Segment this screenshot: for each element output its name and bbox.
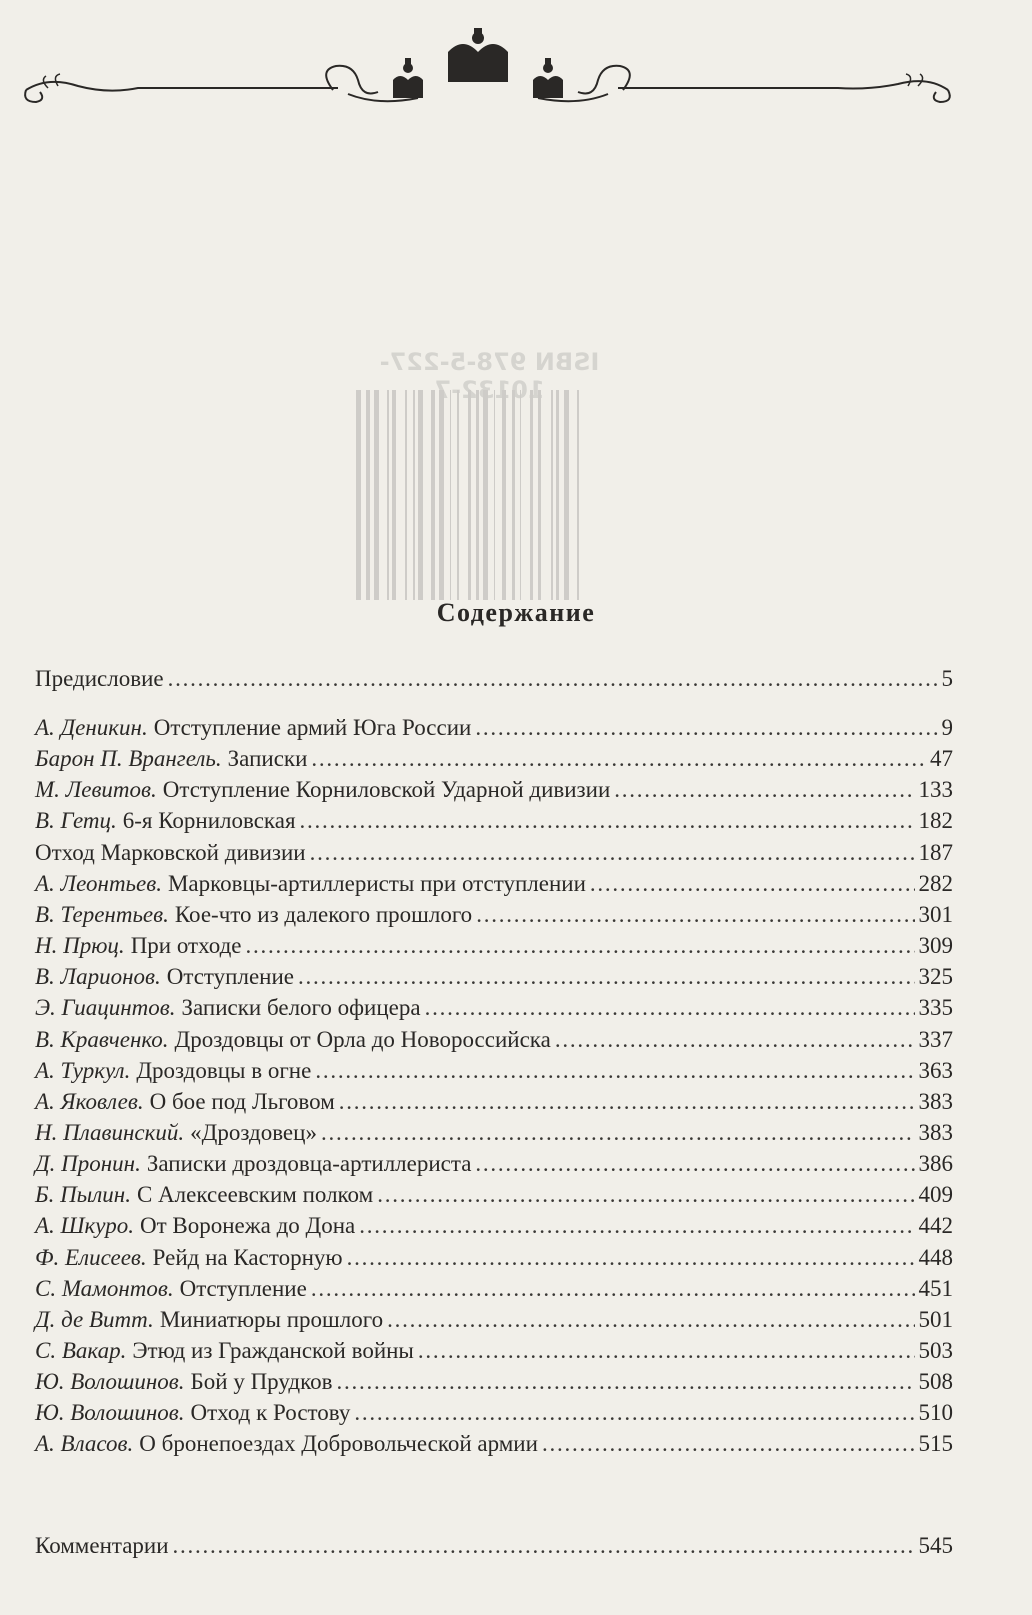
toc-entry-author: Д. Пронин.	[35, 1151, 141, 1177]
toc-entry	[35, 1336, 953, 1366]
dot-leader	[359, 1211, 914, 1241]
toc-entry	[35, 1305, 953, 1335]
toc-entry-author: В. Гетц.	[35, 808, 117, 834]
toc-entry-page: 508	[918, 1369, 953, 1395]
toc-entry-page: 337	[918, 1026, 953, 1052]
toc-entry-author: С. Мамонтов.	[35, 1275, 174, 1301]
toc-entry-page: 9	[941, 715, 953, 740]
dot-leader	[337, 1367, 915, 1397]
toc-entry-title: Миниатюры прошлого	[159, 1306, 384, 1332]
toc-entry	[35, 1025, 953, 1055]
toc-entry-page: 442	[918, 1213, 953, 1239]
toc-entry-page: 515	[918, 1431, 953, 1457]
toc-entry-title: «Дроздовец»	[190, 1119, 317, 1145]
toc-entry-page: 383	[918, 1088, 953, 1114]
toc-entry-author: А. Туркул.	[35, 1057, 131, 1083]
toc-entry	[35, 931, 953, 961]
toc-entry-page: 545	[918, 1533, 953, 1558]
toc-entry	[35, 1429, 953, 1459]
ghost-isbn-text: ISBN 978-5-227-10132-7	[379, 348, 600, 404]
toc-entry-author: М. Левитов.	[35, 777, 157, 803]
toc-entry-title: От Воронежа до Дона	[139, 1213, 356, 1239]
dot-leader	[475, 1149, 914, 1179]
dot-leader	[315, 1056, 914, 1086]
dot-leader	[425, 993, 915, 1023]
toc-entry-author: В. Терентьев.	[35, 901, 169, 927]
toc-entry-page: 386	[918, 1151, 953, 1177]
toc-entry-title: О бронепоездах Добровольческой армии	[139, 1431, 538, 1457]
toc-entry-title: Комментарии	[35, 1533, 169, 1558]
toc-entry	[35, 1087, 953, 1117]
toc-entry	[35, 806, 953, 836]
toc-entry-title: При отходе	[130, 933, 242, 959]
toc-entry-title: Отход Марковской дивизии	[35, 839, 306, 865]
dot-leader	[555, 1025, 915, 1055]
dot-leader	[168, 664, 938, 694]
toc-entry-title: Записки	[227, 746, 308, 772]
toc-entry-title: Записки белого офицера	[181, 995, 421, 1021]
dot-leader	[339, 1087, 915, 1117]
toc-entry-title: Этюд из Гражданской войны	[132, 1338, 414, 1363]
show-through-barcode	[352, 348, 627, 618]
toc-entry-page: 363	[918, 1057, 953, 1083]
toc-entry-author: Ю. Волошинов.	[35, 1400, 185, 1426]
toc-entry-author: А. Деникин.	[35, 715, 148, 740]
toc-entry-author: А. Леонтьев.	[35, 870, 162, 896]
toc-entry-comments	[35, 1531, 953, 1561]
toc-entry-page: 510	[918, 1400, 953, 1426]
toc-entry-page: 503	[918, 1338, 953, 1363]
toc-entry	[35, 1367, 953, 1397]
toc-entry-author: В. Кравченко.	[35, 1026, 169, 1052]
toc-entry	[35, 900, 953, 930]
dot-leader	[300, 806, 915, 836]
toc-entry	[35, 1398, 953, 1428]
toc-entry-title: Отступление Корниловской Ударной дивизии	[162, 777, 611, 803]
toc-entry	[35, 713, 953, 743]
toc-entry-author: Б. Пылин.	[35, 1182, 131, 1208]
toc-entry-title: Кое-что из далекого прошлого	[174, 901, 473, 927]
toc-entry	[35, 1243, 953, 1273]
dot-leader	[321, 1118, 915, 1148]
toc-entry	[35, 993, 953, 1023]
dot-leader	[347, 1243, 915, 1273]
dot-leader	[311, 1274, 915, 1304]
toc-entry-title: Дроздовцы в огне	[136, 1057, 312, 1083]
toc-entry-author: В. Ларионов.	[35, 964, 161, 990]
dot-leader	[476, 900, 914, 930]
dot-leader	[387, 1305, 914, 1335]
dot-leader	[298, 962, 915, 992]
toc-entry-title: Записки дроздовца-артиллериста	[146, 1151, 472, 1177]
toc-entry-page: 383	[918, 1119, 953, 1145]
barcode-icon	[352, 390, 627, 600]
toc-entry-title: 6-я Корниловская	[122, 808, 296, 834]
toc-entry-page: 187	[918, 839, 953, 865]
dot-leader	[542, 1429, 915, 1459]
dot-leader	[614, 775, 914, 805]
toc-entry	[35, 744, 953, 774]
toc-entry-author: Барон П. Врангель.	[35, 746, 222, 772]
toc-entry-page: 409	[918, 1182, 953, 1208]
toc-entry	[35, 962, 953, 992]
toc-entry-title: Дроздовцы от Орла до Новороссийска	[174, 1026, 551, 1052]
toc-entry-page: 47	[930, 746, 953, 772]
toc-entry	[35, 1180, 953, 1210]
toc-entry-title: Марковцы-артиллеристы при отступлении	[167, 870, 586, 896]
toc-entry-page: 282	[918, 870, 953, 896]
toc-entry-title: Отступление	[166, 964, 294, 990]
toc-entry-page: 451	[918, 1275, 953, 1301]
toc-entry-author: Ф. Елисеев.	[35, 1244, 147, 1270]
toc-entry	[35, 1211, 953, 1241]
toc-entry-title: С Алексеевским полком	[136, 1182, 374, 1208]
toc-entry	[35, 1056, 953, 1086]
toc-entry-title: Отход к Ростову	[190, 1400, 351, 1426]
dot-leader	[245, 931, 914, 961]
toc-entry-author: А. Шкуро.	[35, 1213, 134, 1239]
toc-entry-page: 182	[918, 808, 953, 834]
toc-entry-page: 501	[918, 1306, 953, 1332]
toc-entry-author: С. Вакар.	[35, 1338, 127, 1363]
dot-leader	[475, 713, 937, 743]
toc-entry-title: Бой у Прудков	[190, 1369, 333, 1395]
toc-entry-preface	[35, 664, 953, 694]
toc-entry-page: 133	[918, 777, 953, 803]
toc-entry-page: 448	[918, 1244, 953, 1270]
dot-leader	[590, 869, 915, 899]
toc-entry-page: 335	[918, 995, 953, 1021]
toc-entry-title: Рейд на Касторную	[152, 1244, 343, 1270]
toc-entry	[35, 775, 953, 805]
dot-leader	[173, 1531, 915, 1561]
crown-ornament-icon	[18, 28, 963, 118]
toc-entry-title: Отступление армий Юга России	[153, 715, 472, 740]
dot-leader	[418, 1336, 915, 1366]
toc-entry-title: Предисловие	[35, 666, 164, 691]
toc-entry-author: Ю. Волошинов.	[35, 1369, 185, 1395]
toc-entry-author: А. Власов.	[35, 1431, 134, 1457]
toc-entry-page: 301	[918, 901, 953, 927]
toc-entry-author: Н. Прюц.	[35, 933, 125, 959]
toc-entry-author: Э. Гиацинтов.	[35, 995, 176, 1021]
toc-entry-author: Д. де Витт.	[35, 1306, 154, 1332]
dot-leader	[354, 1398, 914, 1428]
dot-leader	[377, 1180, 914, 1210]
toc-entry	[35, 1149, 953, 1179]
dot-leader	[311, 744, 926, 774]
dot-leader	[310, 838, 915, 868]
toc-entry	[35, 1274, 953, 1304]
toc-entry-author: Н. Плавинский.	[35, 1119, 185, 1145]
toc-entry	[35, 838, 953, 868]
page-title: Содержание	[436, 598, 596, 627]
toc-entry-title: Отступление	[179, 1275, 307, 1301]
toc-entry	[35, 869, 953, 899]
toc-entry-author: А. Яковлев.	[35, 1088, 144, 1114]
toc-entry-page: 325	[918, 964, 953, 990]
toc-entry-title: О бое под Льговом	[149, 1088, 335, 1114]
toc-entry-page: 5	[941, 666, 953, 691]
toc-entry-page: 309	[918, 933, 953, 959]
toc-entry	[35, 1118, 953, 1148]
